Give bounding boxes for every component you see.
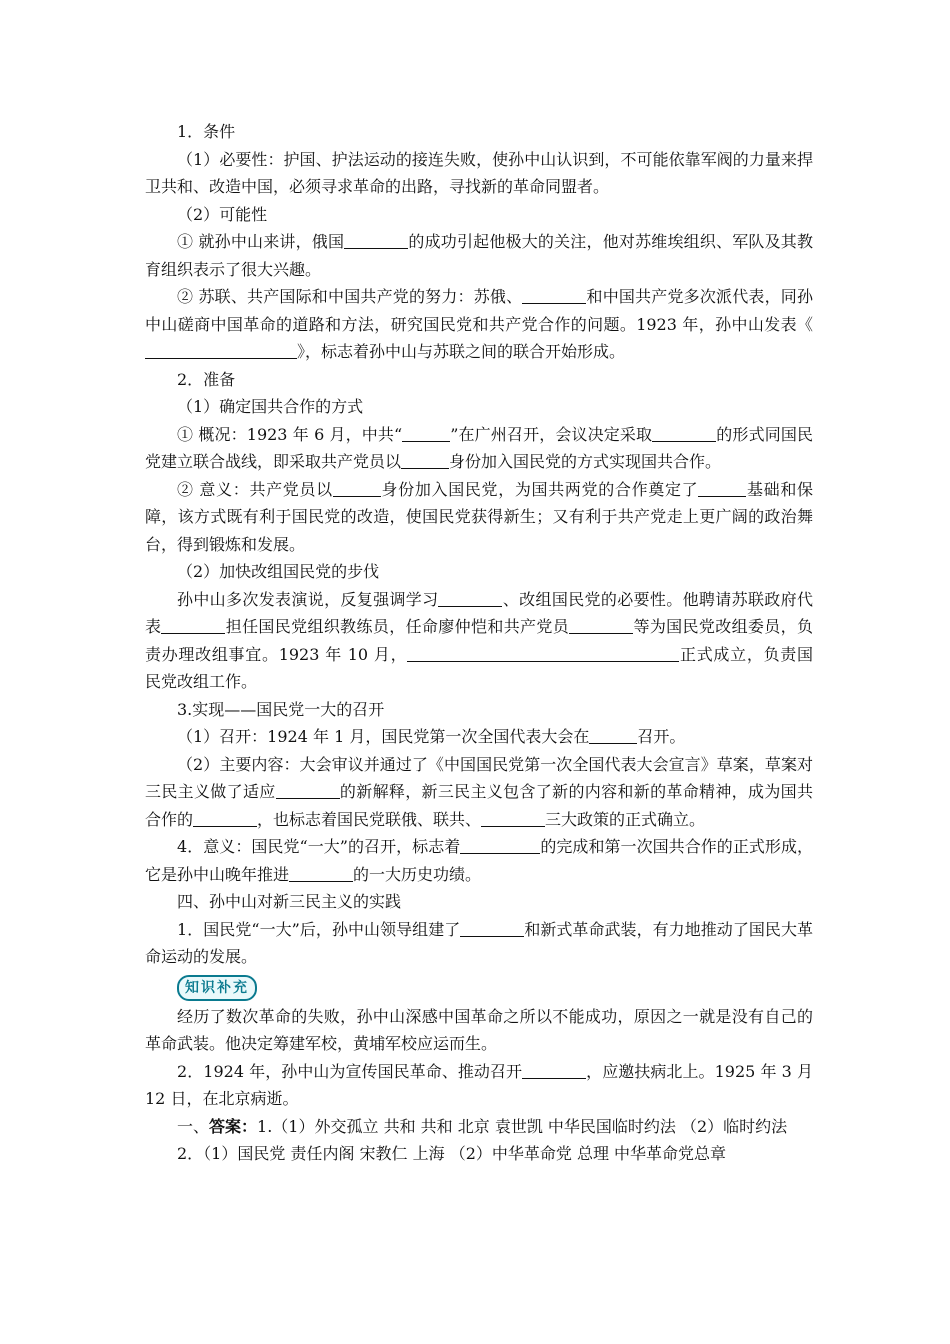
paragraph-necessity: （1）必要性：护国、护法运动的接连失败，使孙中山认识到，不可能依靠军阀的力量来捍卫共和、改造中国，必须寻求革命的出路，寻找新的革命同盟者。 bbox=[145, 149, 813, 196]
fill-blank[interactable] bbox=[344, 232, 408, 249]
answers-part-1: 一、答案：1.（1）外交孤立 共和 共和 北京 袁世凯 中华民国临时约法 （2）临时约法 bbox=[177, 1116, 788, 1136]
fill-blank[interactable] bbox=[652, 425, 716, 442]
fill-blank[interactable] bbox=[589, 727, 637, 744]
document-page bbox=[145, 118, 813, 1168]
paragraph-main-content: （2）主要内容：大会审议并通过了《中国国民党第一次全国代表大会宣言》草案，草案对三民主义做了适应 的新解释，新三民主义包含了新的内容和新的革命精神，成为国共合作的 ，也标志着国民党联俄、联共、 三大政策的正式确立。 bbox=[145, 754, 813, 829]
fill-blank[interactable] bbox=[276, 782, 340, 799]
fill-blank[interactable] bbox=[402, 425, 450, 442]
fill-blank[interactable] bbox=[460, 920, 524, 937]
paragraph-possibility-1: ① 就孙中山来讲，俄国 的成功引起他极大的关注，他对苏维埃组织、军队及其教育组织表示了很大兴趣。 bbox=[145, 232, 813, 279]
paragraph-possibility-2: ② 苏联、共产国际和中国共产党的努力：苏俄、 和中国共产党多次派代表，同孙中山磋商中国革命的道路和方法，研究国民党和共产党合作的问题。1923 年，孙中山发表《》，标志着孙中山与苏联之间的联合开始形成。 bbox=[145, 287, 813, 361]
fill-blank[interactable] bbox=[161, 617, 225, 634]
fill-blank[interactable] bbox=[333, 480, 381, 497]
fill-blank[interactable] bbox=[407, 645, 679, 662]
paragraph-supplement: 经历了数次革命的失败，孙中山深感中国革命之所以不能成功，原因之一就是没有自己的革命武装。他决定筹建军校，黄埔军校应运而生。 bbox=[145, 1006, 813, 1053]
paragraph-practice-2: 2．1924 年，孙中山为宣传国民革命、推动召开 ，应邀扶病北上。1925 年 3 月 12 日，在北京病逝。 bbox=[145, 1061, 813, 1108]
section-heading-practice: 四、孙中山对新三民主义的实践 bbox=[177, 892, 402, 911]
knowledge-supplement-badge: 知识补充 bbox=[177, 975, 257, 1001]
heading-possibility: （2）可能性 bbox=[177, 204, 268, 224]
heading-conditions: 1．条件 bbox=[177, 122, 236, 141]
fill-blank[interactable] bbox=[698, 480, 746, 497]
paragraph-overview: ① 概况：1923 年 6 月，中共“ ”在广州召开，会议决定采取 的形式同国民党建立联合战线，即采取共产党员以 身份加入国民党的方式实现国共合作。 bbox=[145, 424, 813, 471]
heading-cooperation-method: （1）确定国共合作的方式 bbox=[177, 397, 364, 416]
fill-blank[interactable] bbox=[193, 810, 257, 827]
fill-blank[interactable] bbox=[145, 342, 297, 359]
paragraph-meaning: 4．意义：国民党“一大”的召开，标志着 的完成和第一次国共合作的正式形成，它是孙中山晚年推进 的一大历史功绩。 bbox=[145, 837, 813, 884]
paragraph-reorganization: 孙中山多次发表演说，反复强调学习 、改组国民党的必要性。他聘请苏联政府代表 担任国民党组织教练员，任命廖仲恺和共产党员 等为国民党改组委员，负责办理改组事宜。1923 年 10 月， 正式成立，负责国民党改组工作。 bbox=[145, 589, 813, 691]
fill-blank[interactable] bbox=[401, 452, 449, 469]
heading-realization: 3.实现——国民党一大的召开 bbox=[177, 699, 385, 719]
answers-label: 答案： bbox=[209, 1116, 258, 1136]
fill-blank[interactable] bbox=[460, 837, 540, 854]
paragraph-practice-1: 1．国民党“一大”后，孙中山领导组建了 和新式革命武装，有力地推动了国民大革命运动的发展。 bbox=[145, 919, 813, 966]
fill-blank[interactable] bbox=[289, 865, 353, 882]
fill-blank[interactable] bbox=[481, 810, 545, 827]
answers-part-2: 2．（1）国民党 责任内阁 宋教仁 上海 （2）中华革命党 总理 中华革命党总章 bbox=[177, 1144, 727, 1163]
heading-preparation: 2．准备 bbox=[177, 369, 236, 389]
knowledge-supplement-badge-row bbox=[145, 971, 813, 1003]
paragraph-significance: ② 意义：共产党员以 身份加入国民党，为国共两党的合作奠定了 基础和保障，该方式既有利于国民党的改造，使国民党获得新生；又有利于共产党走上更广阔的政治舞台，得到锻炼和发展。 bbox=[145, 479, 813, 554]
fill-blank[interactable] bbox=[522, 1062, 586, 1079]
fill-blank[interactable] bbox=[522, 287, 586, 304]
paragraph-convening: （1）召开：1924 年 1 月，国民党第一次全国代表大会在 召开。 bbox=[177, 727, 686, 746]
heading-reorganization: （2）加快改组国民党的步伐 bbox=[177, 562, 380, 581]
fill-blank[interactable] bbox=[569, 617, 633, 634]
fill-blank[interactable] bbox=[438, 590, 502, 607]
